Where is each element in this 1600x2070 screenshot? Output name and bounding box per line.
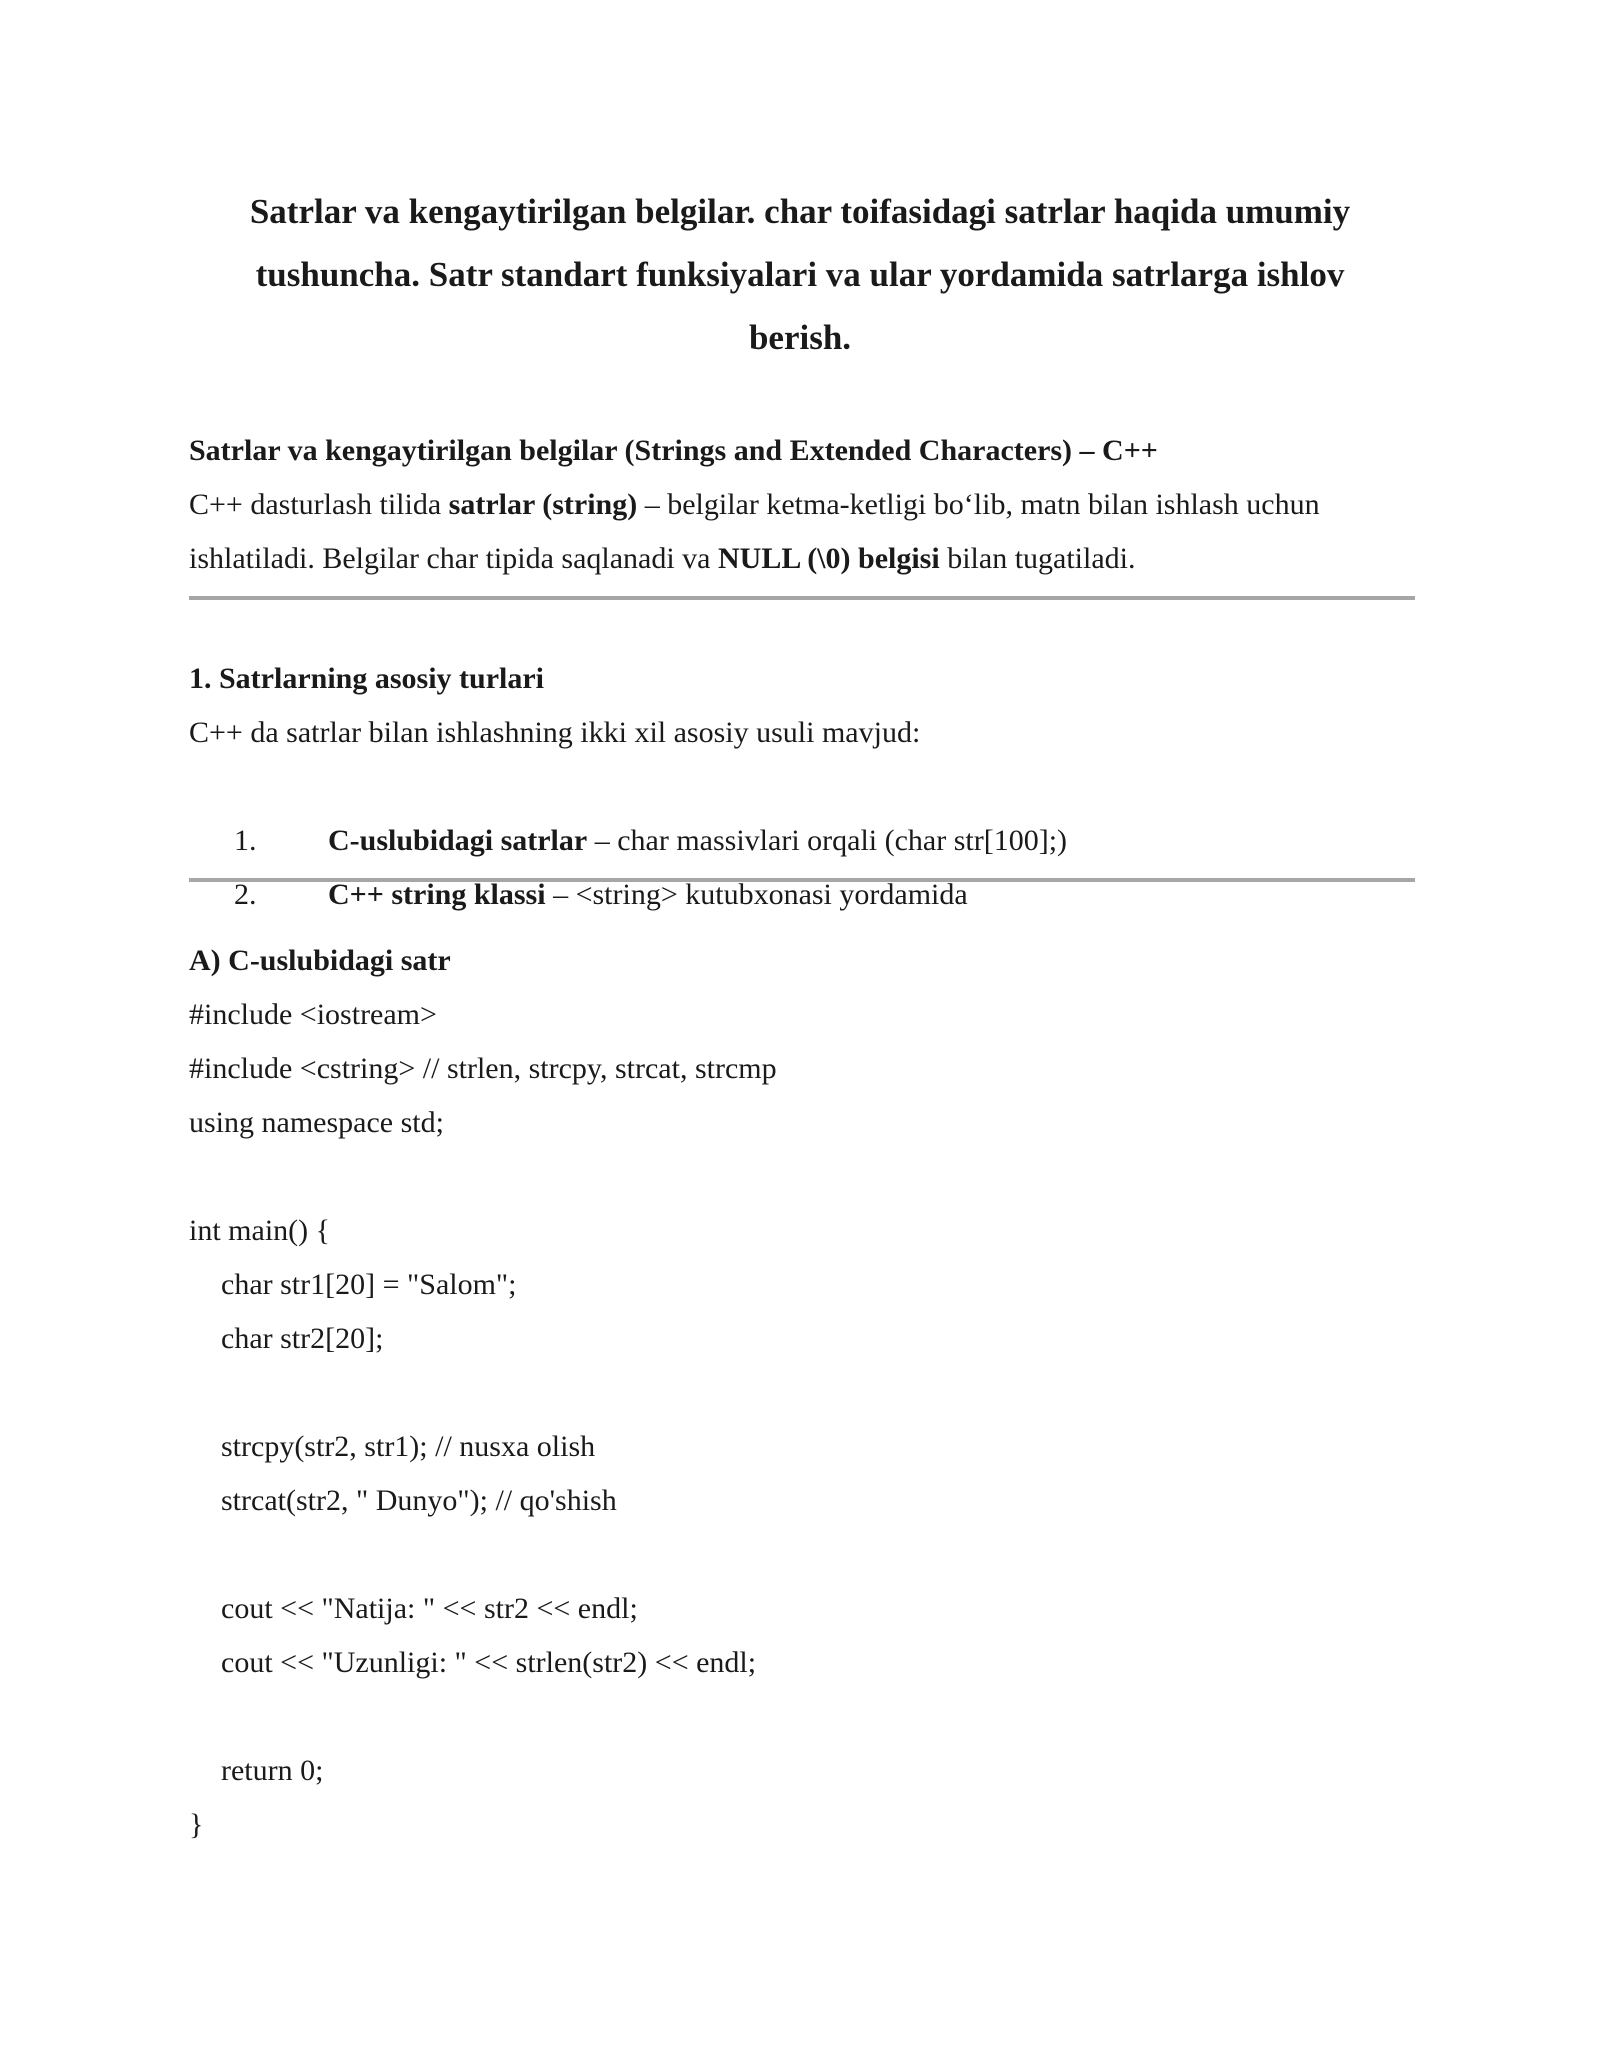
intro-bold-term: satrlar (string): [448, 488, 638, 521]
code-line: int main() {: [189, 1214, 331, 1247]
code-line: using namespace std;: [189, 1106, 444, 1139]
document-body: [189, 424, 1415, 1852]
code-line: char str1[20] = "Salom";: [221, 1268, 517, 1301]
list-item-bold: C++ string klassi: [328, 878, 546, 911]
code-line: [189, 1150, 1415, 1204]
intro-paragraph-line-1: [189, 478, 1415, 532]
section1-heading: 1. Satrlarning asosiy turlari: [189, 662, 545, 695]
intro-text: ishlatiladi. Belgilar char tipida saqlanadi va: [189, 542, 718, 575]
intro-text: bilan tugatiladi.: [939, 542, 1136, 575]
code-line: #include <iostream>: [189, 998, 437, 1031]
code-line: return 0;: [221, 1754, 324, 1787]
list-item: [189, 760, 1415, 857]
code-line: strcat(str2, " Dunyo"); // qo'shish: [221, 1484, 617, 1517]
list-number: 1.: [234, 824, 257, 857]
code-line: cout << "Natija: " << str2 << endl;: [221, 1592, 638, 1625]
list-item-text: – <string> kutubxonasi yordamida: [545, 878, 968, 911]
section1-text: C++ da satrlar bilan ishlashning ikki xil asosiy usuli mavjud:: [189, 716, 921, 749]
code-line: char str2[20];: [221, 1322, 384, 1355]
title-line-2: tushuncha. Satr standart funksiyalari va ular yordamida satrlarga ishlov: [255, 255, 1345, 294]
intro-text: – belgilar ketma-ketligi bo‘lib, matn bilan ishlash uchun: [637, 488, 1320, 521]
intro-text: C++ dasturlash tilida: [189, 488, 449, 521]
list-number: 2.: [234, 878, 257, 911]
intro-bold-term: NULL (\0) belgisi: [718, 542, 940, 575]
code-line: [189, 1366, 1415, 1420]
list-item-bold: C-uslubidagi satrlar: [328, 824, 588, 857]
title-line-1: Satrlar va kengaytirilgan belgilar. char toifasidagi satrlar haqida umumiy: [249, 192, 1351, 231]
code-line: strcpy(str2, str1); // nusxa olish: [221, 1430, 596, 1463]
list-item: [189, 814, 1415, 911]
list-item-text: – char massivlari orqali (char str[100];): [587, 824, 1068, 857]
sectionA-heading: A) C-uslubidagi satr: [189, 944, 451, 977]
code-line: [189, 1528, 1415, 1582]
code-line: cout << "Uzunligi: " << strlen(str2) << endl;: [221, 1646, 757, 1679]
title-line-3: berish.: [748, 318, 852, 357]
code-line: #include <cstring> // strlen, strcpy, strcat, strcmp: [189, 1052, 777, 1085]
code-line: [189, 1690, 1415, 1744]
intro-paragraph-line-2: [189, 532, 1415, 586]
document-title: [190, 180, 1410, 369]
intro-heading: Satrlar va kengaytirilgan belgilar (Strings and Extended Characters) – C++: [189, 434, 1158, 467]
code-line: }: [189, 1808, 204, 1841]
